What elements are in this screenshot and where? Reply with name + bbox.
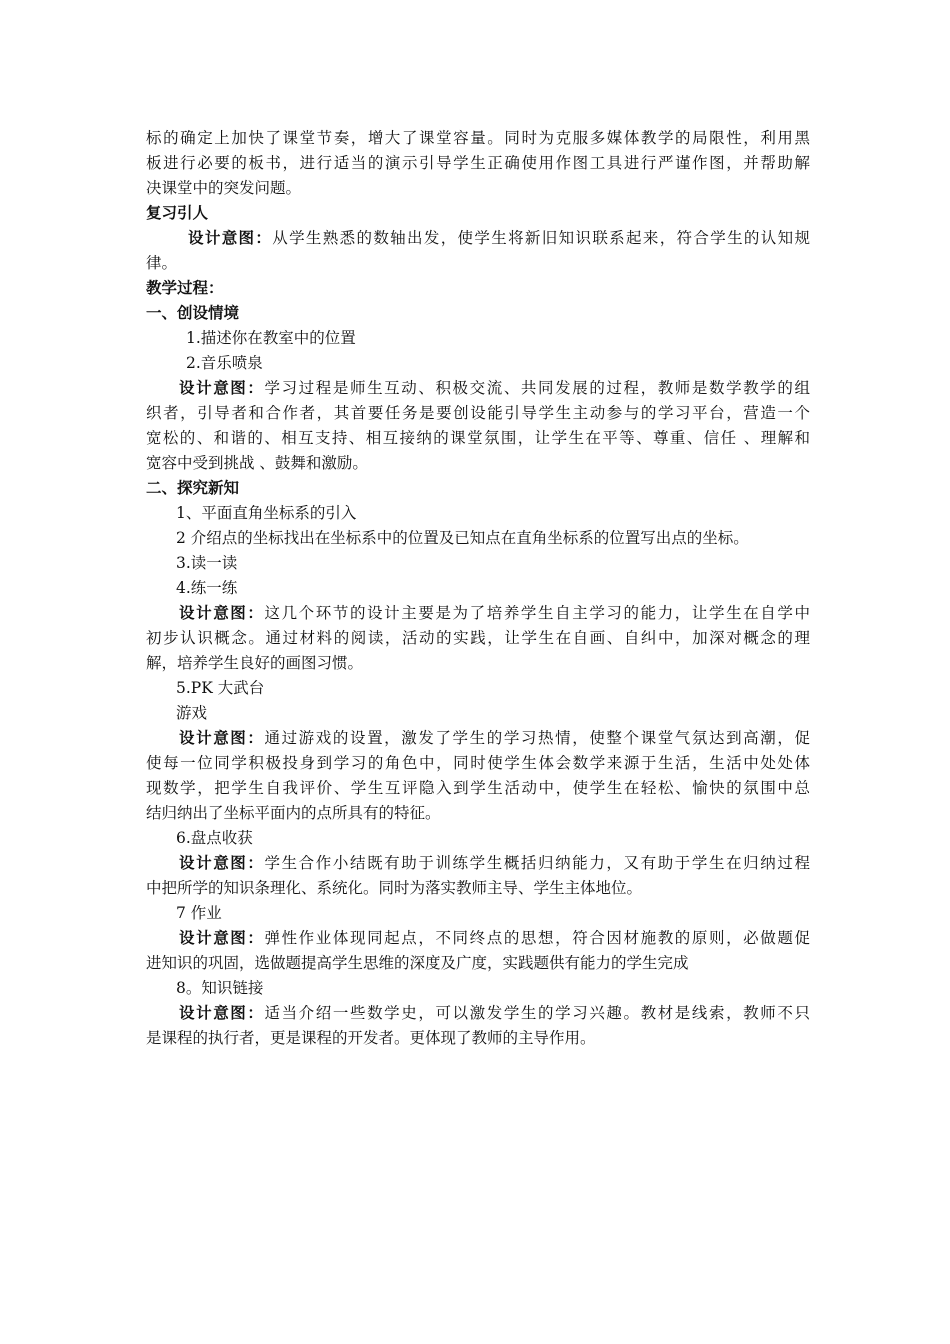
section2-d2-line-4: 结归纳出了坐标平面内的点所具有的特征。 (146, 804, 441, 822)
section2-d5-line-2: 是课程的执行者，更是课程的开发者。更体现了教师的主导作用。 (146, 1029, 596, 1047)
section2-design-intent-3 (179, 853, 810, 873)
section1-line-4: 宽容中受到挑战 、鼓舞和激励。 (146, 454, 368, 472)
section1-heading: 一、创设情境 (146, 304, 240, 322)
review-heading: 复习引人 (146, 204, 209, 222)
design-intent-text: 通过游戏的设置，激发了学生的学习热情，使整个课堂气氛达到高潮，促 (264, 729, 810, 747)
design-intent-text: 学生合作小结既有助于训练学生概括归纳能力，又有助于学生在归纳过程 (264, 854, 810, 872)
section2-design-intent-1 (179, 603, 810, 623)
section2-design-intent-4 (179, 928, 810, 948)
section2-item-4: 4.练一练 (176, 579, 238, 597)
section2-item-1: 1、平面直角坐标系的引入 (176, 504, 357, 522)
design-intent-text: 学习过程是师生互动、积极交流、共同发展的过程，教师是数学教学的组 (264, 379, 810, 397)
design-intent-text: 这几个环节的设计主要是为了培养学生自主学习的能力，让学生在自学中 (264, 604, 810, 622)
design-intent-text: 弹性作业体现同起点，不同终点的思想，符合因材施教的原则，必做题促 (264, 929, 810, 947)
design-intent-text: 适当介绍一些数学史，可以激发学生的学习兴趣。教材是线索，教师不只 (264, 1004, 810, 1022)
design-intent-text: 从学生熟悉的数轴出发，使学生将新旧知识联系起来，符合学生的认知规 (272, 229, 810, 247)
section2-d1-line-3: 解，培养学生良好的画图习惯。 (146, 654, 364, 672)
design-intent-label: 设计意图： (179, 379, 265, 397)
section1-design-intent (179, 378, 810, 398)
section2-d1-line-2: 初步认识概念。通过材料的阅读，活动的实践，让学生在自画、自纠中，加深对概念的理 (146, 629, 810, 647)
section2-heading: 二、探究新知 (146, 479, 240, 497)
section2-d2-line-2: 使每一位同学积极投身到学习的角色中，同时使学生体会数学来源于生活，生活中处处体 (146, 754, 810, 772)
section2-d4-line-2: 进知识的巩固，选做题提高学生思维的深度及广度，实践题供有能力的学生完成 (146, 954, 689, 972)
section2-item-8: 8。知识链接 (176, 979, 264, 997)
section2-item-2: 2 介绍点的坐标找出在坐标系中的位置及已知点在直角坐标系的位置写出点的坐标。 (176, 529, 749, 547)
section2-design-intent-5 (179, 1003, 810, 1023)
section2-item-5-sub: 游戏 (176, 704, 208, 722)
section1-line-2: 织者，引导者和合作者，其首要任务是要创设能引导学生主动参与的学习平台，营造一个 (146, 404, 810, 422)
section1-line-3: 宽松的、和谐的、相互支持、相互接纳的课堂氛围，让学生在平等、尊重、信任 、理解和 (146, 429, 810, 447)
design-intent-label: 设计意图： (179, 854, 265, 872)
review-line-2: 律。 (146, 254, 178, 272)
design-intent-label: 设计意图： (179, 929, 265, 947)
intro-line-2: 板进行必要的板书，进行适当的演示引导学生正确使用作图工具进行严谨作图，并帮助解 (146, 154, 810, 172)
section1-item-2: 2.音乐喷泉 (186, 354, 263, 372)
design-intent-label: 设计意图： (188, 229, 273, 247)
section2-item-5: 5.PK 大武台 (176, 679, 265, 697)
process-heading: 教学过程： (146, 279, 224, 297)
section1-item-1: 1.描述你在教室中的位置 (186, 329, 356, 347)
section2-d2-line-3: 现数学，把学生自我评价、学生互评隐入到学生活动中，使学生在轻松、愉快的氛围中总 (146, 779, 810, 797)
section2-d3-line-2: 中把所学的知识条理化、系统化。同时为落实教师主导、学生主体地位。 (146, 879, 643, 897)
intro-line-3: 决课堂中的突发问题。 (146, 179, 302, 197)
section2-design-intent-2 (179, 728, 810, 748)
intro-line-1: 标的确定上加快了课堂节奏，增大了课堂容量。同时为克服多媒体教学的局限性，利用黑 (146, 129, 810, 147)
section2-item-6: 6.盘点收获 (176, 829, 253, 847)
review-design-intent (188, 228, 810, 248)
design-intent-label: 设计意图： (179, 604, 265, 622)
design-intent-label: 设计意图： (179, 729, 265, 747)
section2-item-7: 7 作业 (176, 904, 222, 922)
section2-item-3: 3.读一读 (176, 554, 238, 572)
design-intent-label: 设计意图： (179, 1004, 265, 1022)
